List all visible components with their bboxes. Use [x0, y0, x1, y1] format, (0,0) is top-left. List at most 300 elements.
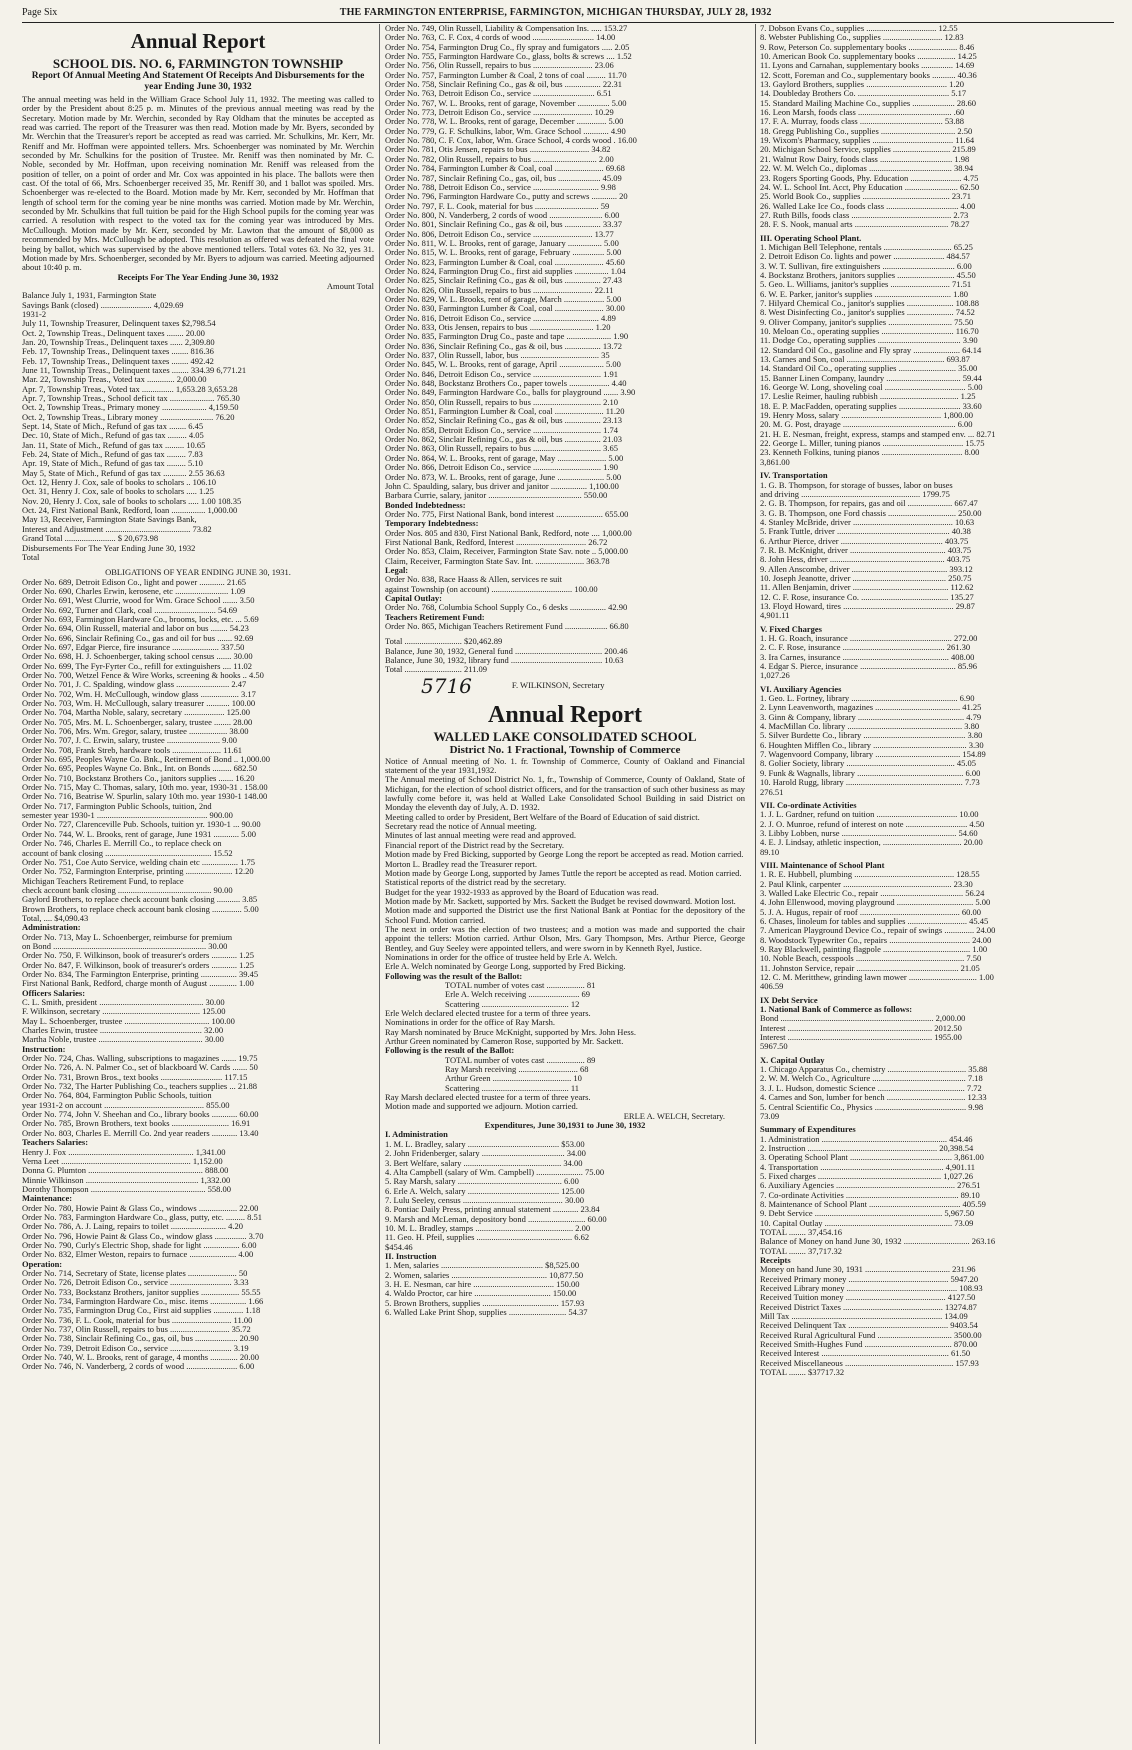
text-line: Order No. 852, Sinclair Refining Co., gas & oil, bus ................. 23.13 [385, 416, 623, 426]
text-line: Claim, Receiver, Farmington State Sav. Int. ....................... 363.78 [385, 556, 610, 566]
text-line: Apr. 19, State of Mich., Refund of gas tax ......... 5.10 [22, 459, 203, 469]
text-line: 2. W. M. Welch Co., Agriculture ............................................ 7.18 [760, 1074, 983, 1084]
text-line: Feb. 17, Township Treas., Delinquent taxes ........ 492.42 [22, 356, 214, 366]
text-line: Order No. 853, Claim, Receiver, Farmington State Sav. note .. 5,000.00 [385, 547, 628, 557]
text-line: 3. G. B. Thompson, one Ford chassis ................................ 250.00 [760, 508, 982, 518]
text-line: against Township (on account) ...................................... 100.00 [385, 584, 598, 594]
text-line: Order No. 838, Race Haass & Allen, services re suit [385, 575, 563, 585]
text-line: Order No. 703, Wm. H. McCullough, salary treasurer ........... 100.00 [22, 699, 256, 708]
text-line: 6. W. E. Parker, janitor's supplies .................................... 1.80 [760, 289, 969, 299]
text-line: Order No. 717, Farmington Public Schools, tuition, 2nd [22, 801, 212, 811]
text-line: Secretary read the notice of Annual meeting. [385, 821, 537, 832]
text-line: Order No. 836, Sinclair Refining Co., gas & oil, bus ................. 13.72 [385, 341, 623, 351]
text-line: Order No. 690, Charles Erwin, kerosene, etc ......................... 1.09 [22, 586, 246, 596]
text-line: 6. Houghten Mifflen Co., library ............................................ 3.30 [760, 740, 984, 750]
text-line: year 1931-2 on account ............................................... 855.00 [22, 1100, 230, 1110]
text-line: 8. John Hess, driver ...................................................... 403.75 [760, 555, 971, 565]
text-line: Order No. 726, A. N. Palmer Co., set of blackboard W. Cards ....... 50 [22, 1063, 258, 1073]
text-line: Balance July 1, 1931, Farmington State [22, 291, 157, 301]
walled-lake-district: District No. 1 Fractional, Township of Commerce [449, 743, 681, 756]
text-line: 7. Dobson Evans Co., supplies ................................. 12.55 [760, 24, 958, 33]
text-line: 13. Gaylord Brothers, supplies ...................................... 1.20 [760, 80, 964, 90]
text-line: Gaylord Brothers, to replace check account bank closing ........... 3.85 [22, 895, 258, 905]
text-line: Order No. 830, Farmington Lumber & Coal, coal ....................... 30.00 [385, 304, 625, 314]
text-line: 9. Funk & Wagnalls, library .................................................. 6.00 [760, 768, 981, 778]
text-line: Order No. 754, Farmington Drug Co., fly spray and fumigators ..... 2.05 [385, 42, 630, 52]
text-line: Arthur Green nominated by Cameron Rose, supported by Mr. Sackett. [385, 1036, 624, 1047]
text-line: 7. American Playground Device Co., repair of swings .............. 24.00 [760, 926, 996, 936]
text-line: Order No. 746, N. Vanderberg, 2 cords of wood ........................ 6.00 [22, 1362, 255, 1372]
text-line: Order No. 715, May C. Thomas, salary, 10th mo. year, 1930-31 . 158.00 [22, 783, 268, 793]
text-line: 9. Row, Peterson Co. supplementary books ....................... 8.46 [760, 42, 975, 52]
text-line: 3,861.00 [760, 457, 790, 467]
text-line: Order No. 744, W. L. Brooks, rent of garage, June 1931 ............ 5.00 [22, 829, 256, 839]
text-line: Following was the result of the Ballot: [385, 970, 523, 981]
text-line: Mar. 22, Township Treas., Voted tax ............. 2,000.00 [22, 375, 207, 385]
text-line: 10. Joseph Jeanotte, driver ............................................ 250.75 [760, 573, 972, 583]
text-line: Motion made by George Long, supported by James Tuttle the report be accepted as read. Motion carried. [385, 867, 742, 878]
text-line: C. L. Smith, president ................................................. 30.00 [22, 998, 225, 1007]
text-line: Order No. 823, Farmington Lumber & Coal, coal ....................... 45.60 [385, 257, 625, 267]
text-line: May L. Schoenberger, trustee ........................................ 100.00 [22, 1016, 235, 1026]
text-line: and driving ........................................................ 1799.75 [760, 489, 950, 499]
text-line: 8. Woodstock Typewriter Co., repairs ...................................... 24.00 [760, 935, 992, 945]
text-line: Order No. 710, Bockstanz Brothers Co., janitors supplies ....... 16.20 [22, 773, 255, 783]
text-line: 73.09 [760, 1111, 780, 1121]
text-line: Oct. 2, Township Treas., Delinquent taxes ........ 20.00 [22, 328, 205, 338]
text-line: Balance of Money on hand June 30, 1932 ............................... 263.16 [760, 1237, 996, 1247]
text-line: Feb. 24, State of Mich., Refund of gas tax ......... 7.83 [22, 450, 203, 460]
text-line: Scattering ......................................... 11 [445, 1083, 580, 1093]
text-line: 2. Paul Klink, carpenter ................................................... 23.30 [760, 879, 973, 889]
text-line: Order No. 787, Sinclair Refining Co., gas, oil, bus .................... 45.09 [385, 173, 622, 183]
text-line: Temporary Indebtedness: [385, 519, 479, 529]
text-line: Barbara Currie, salary, janitor ............................................ 550.00 [385, 491, 608, 501]
text-line: Order No. 734, Farmington Hardware Co., misc. items ................. 1.66 [22, 1297, 264, 1306]
text-line: Order No. 763, C. F. Cox, 4 cords of wood ............................. 14.00 [385, 33, 616, 43]
text-line: 19. Wixom's Pharmacy, supplies ...................................... 11.64 [760, 136, 975, 146]
text-line: Money on hand June 30, 1931 ........................................ 231.96 [760, 1265, 976, 1275]
text-line: The annual meeting was held in the William Grace School July 11, 1932. The meeting was called to order by the President about 8:25 p. m. Minutes of the previous annual meeting was read by the Secretary. Motion made by Mr. Werchin, seconded by Ray Oldham that the minutes be accepted as read was carried. The report of the Treasurer was then read. Motion made by Mr. Byers, seconded by Mr. Werchin that the Treasurer's report be accepted as read was carried. Mr. Schulkins, Mr. Kerr, Mr. Reniff and Mr. Hoffman were appointed tellers. Mrs. Schoenberger was nominated by Mr. Werchin seconded by Mr. Schulkins for the position of Trustee. Mr. Reniff was then nominated by Mr. C. Noble, seconded by Mr. Hoffman, upon receiving nomination Mr. Reniff was released from the position of teller, on a point of order and Mr. Cox was appointed in his place. The ballots were then cast. Of the total of 66, Mrs. Schoenberger received 35, Mr. Reniff 30, and 1 ballot was spoiled. Mrs. Schoenberger was re-elected to the Board. Motion made by Mr. Kerr, seconded by Mr. Hoffman that length of school term for the coming year be nine months was carried. Motion made by Mr. Werchin, seconded by Mr. Schulkins that full tuition be paid for the High School pupils for the coming year was carried. A resolution with respect to the voted tax for the coming year was introduced by Mrs. McCullough. Motion made by Mr. Kerr, seconded by Mr. Lawton that the amount of $8,000 as recommended by Mrs. McCullough be adopted. This resolution as offered was defeated the final vote being by ballot, which was supervised by the above mentioned tellers. Total votes 63. No 32, yes 31. Motion made by Mrs. Schoenberger, seconded by Mr. Byers to adjourn was carried. Meeting adjourned about 10:40 p. m. [22, 94, 374, 273]
text-line: 4. Waldo Proctor, car hire .................................... 150.00 [385, 1289, 577, 1299]
text-line: 9. Oliver Company, janitor's supplies .............................. 75.50 [760, 317, 974, 327]
text-line: 10. Capital Outlay ............................................................ 73.09 [760, 1218, 974, 1228]
text-line: Order No. 746, Charles E. Merrill Co., to replace check on [22, 839, 222, 849]
text-line: Operation: [22, 1259, 63, 1269]
text-line: Summary of Expenditures [760, 1125, 856, 1135]
text-line: Order No. 851, Farmington Lumber & Coal, coal ....................... 11.20 [385, 407, 625, 417]
text-line: Interest .................................................................... 1955.00 [760, 1033, 962, 1043]
text-line: 6. Erle A. Welch, salary ........................................... 125.00 [385, 1186, 585, 1196]
text-line: Order No. 699, The Fyr-Fyrter Co., refill for extinguishers .... 11.02 [22, 661, 252, 671]
text-line: Order No. 847, F. Wilkinson, book of treasurer's orders ............ 1.25 [22, 960, 254, 970]
text-line: Order No. 689, Detroit Edison Co., light and power ............ 21.65 [22, 577, 247, 587]
text-line: 4. E. J. Lindsay, athletic inspection, ..................................... 20.00 [760, 838, 983, 848]
text-line: 4. John Ellenwood, moving playground .................................... 5.00 [760, 898, 991, 908]
text-line: 10. Noble Beach, cesspools ................................................... 7.50 [760, 954, 982, 964]
text-line: 2. Lynn Leavenworth, magazines ........................................ 41.25 [760, 703, 982, 713]
text-line: 22. George L. Miller, tuning pianos ...................................... 15.75 [760, 439, 985, 449]
text-line: 3. Walled Lake Electric Co., repair ....................................... 56.24 [760, 888, 985, 898]
text-line: Motion made by Fred Bicking, supported by George Long the report be accepted as read. Motion carried. [385, 849, 744, 860]
text-line: Order No. 816, Detroit Edison Co., service ............................... 4.89 [385, 313, 616, 323]
text-line: Order No. 849, Farmington Hardware Co., balls for playground ....... 3.90 [385, 388, 636, 398]
text-line: Order No. 739, Detroit Edison Co., service ............................. 3.19 [22, 1343, 249, 1353]
text-line: Order No. 824, Farmington Drug Co., first aid supplies ................ 1.04 [385, 266, 626, 276]
text-line: 1. Chicago Apparatus Co., chemistry ..................................... 35.88 [760, 1065, 988, 1075]
text-line: Order Nos. 805 and 830, First National Bank, Redford, note .... 1,000.00 [385, 528, 632, 538]
text-line: Order No. 726, Detroit Edison Co., service ............................. 3.33 [22, 1278, 249, 1288]
text-line: Order No. 790, Curly's Electric Shop, shade for light ................. 6.00 [22, 1240, 257, 1250]
text-line: Receipts [760, 1256, 791, 1265]
obligations-heading: OBLIGATIONS OF YEAR ENDING JUNE 30, 1931. [105, 567, 291, 578]
text-line: 10. Meloan Co., operating supplies .................................. 116.70 [760, 327, 979, 336]
text-line: Erle Welch declared elected trustee for a term of three years. [385, 1008, 591, 1018]
text-line: Budget for the year 1932-1933 as approved by the Board of Education was read. [385, 886, 659, 897]
text-line: Order No. 862, Sinclair Refining Co., gas & oil, bus ................. 21.03 [385, 435, 623, 445]
text-line: Order No. 815, W. L. Brooks, rent of garage, February ............... 5.00 [385, 248, 622, 258]
walled-lake-minutes-2 [385, 1009, 745, 1056]
text-line: 5967.50 [760, 1042, 788, 1052]
article-subtitle: SCHOOL DIS. NO. 6, FARMINGTON TOWNSHIP [52, 56, 344, 71]
walled-lake-title: Annual Report [487, 701, 643, 728]
text-line: 9. Marsh and McLeman, depository bond ........................... 60.00 [385, 1214, 607, 1224]
text-line: X. Capital Outlay [760, 1055, 825, 1065]
fixed-charges [760, 625, 1113, 681]
text-line: 4. Bockstanz Brothers, janitors supplies ........................... 45.50 [760, 270, 976, 280]
operating-plant [760, 234, 1113, 468]
text-line: Order No. 864, W. L. Brooks, rent of garage, May ....................... 5.00 [385, 453, 624, 463]
text-line: Received Rural Agricultural Fund ................................... 3500.00 [760, 1330, 982, 1340]
text-line: 18. E. P. MacFadden, operating supplies ............................. 33.60 [760, 401, 982, 411]
text-line: VII. Co-ordinate Activities [760, 800, 857, 810]
administration-list [22, 923, 374, 1372]
text-line: July 11, Township Treasurer, Delinquent taxes $2,798.54 [22, 319, 216, 329]
text-line: 22. W. M. Welch Co., diplomas ....................................... 38.94 [760, 164, 974, 174]
text-line: Order No. 775, First National Bank, bond interest ...................... 655.00 [385, 509, 629, 519]
text-line: 12. C. M. Meritthew, grinding lawn mower ................................ 1.00 [760, 973, 994, 983]
text-line: First National Bank, Redford, charge month of August ............. 1.00 [22, 979, 254, 989]
text-line: III. Operating School Plant. [760, 233, 862, 243]
transportation [760, 471, 1113, 621]
text-line: Order No. 796, Howie Paint & Glass Co., window glass ............... 3.70 [22, 1231, 264, 1241]
text-line: 7. Hilyard Chemical Co., janitor's supplies ...................... 108.88 [760, 298, 979, 308]
text-line: Statistical reports of the district read by the secretary. [385, 877, 566, 888]
text-line: check account bank closing ............................................ 90.00 [22, 885, 233, 895]
text-line: 11. Dodge Co., operating supplies ....................................... 3.90 [760, 336, 978, 346]
text-line: Savings Bank (closed) ........................ 4,029.69 [22, 300, 184, 310]
text-line: Apr. 7, Township Treas., Voted tax ............... 1,653.28 3,653.28 [22, 384, 238, 394]
text-line: 5. Frank Tuttle, driver ..................................................... 40.38 [760, 527, 971, 537]
text-line: 8. Pontiac Daily Press, printing annual statement ............ 23.84 [385, 1205, 600, 1215]
text-line: Martha Noble, trustee ................................................. 30.00 [22, 1035, 224, 1045]
text-line: 23. Rogers Sporting Goods, Phy. Education ........................ 4.75 [760, 173, 979, 183]
text-line: Received Delinquent Tax ............................................... 9403.54 [760, 1321, 978, 1331]
expenditures-admin [385, 1130, 745, 1317]
text-line: II. Instruction [385, 1251, 437, 1261]
text-line: 24. W. L. School Int. Acct, Phy Education ......................... 62.50 [760, 182, 980, 192]
text-line: semester year 1930-1 .................................................... 900.00 [22, 811, 233, 821]
text-line: Order No. 752, Farmington Enterprise, printing ...................... 12.20 [22, 867, 254, 877]
expenditures-heading: Expenditures, June 30,1931 to June 30, 1932 [484, 1120, 646, 1131]
text-line: TOTAL ........ 37,717.32 [760, 1246, 842, 1256]
text-line: Order No. 714, Secretary of State, license plates ....................... 50 [22, 1268, 248, 1278]
walled-lake-signature: ERLE A. WELCH, Secretary. [623, 1111, 725, 1121]
text-line: Order No. 763, Detroit Edison Co., service ............................. 6.51 [385, 89, 612, 99]
text-line: 4,901.11 [760, 611, 790, 621]
text-line: Grand Total ........................ $ 20,673.98 [22, 534, 159, 544]
text-line: 1. G. B. Thompson, for storage of busses, labor on buses [760, 480, 953, 490]
text-line: Teachers Salaries: [22, 1138, 89, 1148]
text-line: Order No. 826, Olin Russell, repairs to bus ............................ 22.11 [385, 285, 614, 295]
text-line: 3. Ginn & Company, library .................................................. 4.79 [760, 712, 982, 722]
text-line: Order No. 695, Peoples Wayne Co. Bnk., Retirement of Bond .. 1,000.00 [22, 755, 270, 765]
text-line: 15. Standard Mailing Machine Co., supplies .................... 28.60 [760, 98, 977, 108]
text-line: Apr. 7, Township Treas., School deficit tax ..................... 765.30 [22, 394, 240, 403]
text-line: 9. Ray Blackwell, painting flagpole ......................................... 1.00 [760, 945, 988, 954]
text-line: 10. M. L. Bradley, stamps .............................................. 2.00 [385, 1223, 591, 1233]
text-line: 406.59 [760, 982, 784, 992]
text-line: on Bond ........................................................................ 30.00 [22, 941, 228, 951]
text-line: Order No. 764, 804, Farmington Public Schools, tuition [22, 1091, 212, 1101]
text-line: Erle A. Welch nominated by George Long, supported by Fred Bicking. [385, 961, 626, 972]
text-line: Donna G. Plumton ...................................................... 888.00 [22, 1166, 229, 1176]
text-line: 1. M. L. Bradley, salary ........................................... $53.00 [385, 1139, 585, 1149]
text-line: 89.10 [760, 847, 780, 857]
handwritten-note: 5716 [421, 674, 472, 697]
text-line: Officers Salaries: [22, 988, 86, 998]
text-line: 2. Detroit Edison Co. lights and power ........................ 484.57 [760, 252, 970, 262]
text-line: 9. Debt Service ............................................................ 5,967.50 [760, 1209, 975, 1219]
text-line: Minnie Wilkinson ..................................................... 1,332.00 [22, 1175, 231, 1185]
text-line: Order No. 811, W. L. Brooks, rent of garage, January ................ 5.00 [385, 238, 619, 248]
text-line: Order No. 740, W. L. Brooks, rent of garage, 4 months ............. 20.00 [22, 1353, 260, 1363]
text-line: Henry J. Fox ........................................................... 1,341.00 [22, 1147, 226, 1157]
text-line: Order No. 779, G. F. Schulkins, labor, Wm. Grace School ............ 4.90 [385, 126, 626, 136]
text-line: Order No. 733, Bockstanz Brothers, janitor supplies .................. 55.55 [22, 1287, 261, 1297]
text-line: Disbursements For The Year Ending June 30, 1932 [22, 543, 196, 553]
text-line: Meeting called to order by President, Bert Welfare of the Board of Education of said district. [385, 811, 700, 822]
text-line: Order No. 785, Brown Brothers, text books ........................... 16.91 [22, 1119, 251, 1129]
text-line: 23. Kenneth Folkins, tuning pianos ...................................... 8.00 [760, 448, 980, 458]
text-line: 5. Brown Brothers, supplies .................................... 157.93 [385, 1298, 585, 1308]
text-line: Order No. 736, F. L. Cook, material for bus ............................ 11.00 [22, 1315, 253, 1325]
text-line: account of bank closing .................................................. 15.52 [22, 848, 233, 858]
text-line: Order No. 692, Turner and Clark, coal ............................. 54.69 [22, 605, 238, 615]
text-line: 27. Ruth Bills, foods class ............................................... 2.73 [760, 210, 969, 220]
text-line: 7. Lulu Seeley, census ............................................... 30.00 [385, 1195, 584, 1205]
text-line: Capital Outlay: [385, 593, 442, 603]
text-line: Maintenance: [22, 1194, 73, 1204]
text-line: Order No. 700, Wetzel Fence & Wire Works, screening & hooks .. 4.50 [22, 670, 264, 680]
text-line: Order No. 780, Howie Paint & Glass Co., windows .................. 22.00 [22, 1203, 259, 1213]
text-line: F. Wilkinson, secretary .............................................. 125.00 [22, 1007, 226, 1017]
text-line: Order No. 698, H. J. Schoenberger, taking school census ....... 30.00 [22, 652, 253, 662]
text-line: 5. Silver Burdette Co., library ................................................ 3.80 [760, 731, 983, 741]
text-line: Order No. 832, Elmer Weston, repairs to furnace ...................... 4.00 [22, 1250, 254, 1260]
text-line: 1. Men, salaries ................................................ $8,525.00 [385, 1261, 580, 1271]
column-rule [379, 24, 380, 1744]
maintenance [760, 861, 1113, 992]
text-line: 1,027.26 [760, 671, 790, 681]
text-line: IV. Transportation [760, 471, 828, 481]
text-line: 3. Ira Carnes, insurance .................................................. 408.00 [760, 652, 975, 662]
text-line: Arthur Green ..................................... 10 [445, 1074, 582, 1084]
text-line: Interest and Adjustment ........................................ 73.82 [22, 524, 212, 534]
text-line: 3. Bert Welfare, salary .............................................. 34.00 [385, 1158, 583, 1168]
text-line: 12. C. F. Rose, insurance Co. ......................................... 135.27 [760, 592, 974, 602]
text-line: 6. Walled Lake Print Shop, supplies ........................... 54.37 [385, 1308, 588, 1317]
text-line: Order No. 768, Columbia School Supply Co., 6 desks ................. 42.90 [385, 603, 628, 613]
text-line: 7. Wagenvoord Company, library ........................................ 154.89 [760, 750, 986, 760]
text-line: 8. Webster Publishing Co., supplies ............................ 12.83 [760, 33, 964, 43]
text-line: V. Fixed Charges [760, 624, 822, 634]
text-line: Mill Tax ....................................................................... 134.09 [760, 1312, 968, 1322]
text-line: Order No. 704, Martha Noble, salary, secretary ................... 125.00 [22, 708, 250, 718]
ballot-results-1 [385, 981, 745, 1009]
instruction-continued [760, 24, 1113, 230]
text-line: Michigan Teachers Retirement Fund, to replace [22, 876, 184, 886]
column-expenditures [755, 24, 1113, 1744]
text-line: 1. H. G. Roach, insurance ................................................ 272.00 [760, 634, 978, 643]
text-line: 4. Alta Campbell (salary of Wm. Campbell) ...................... 75.00 [385, 1167, 605, 1177]
text-line: 11. Lyons and Carnahan, supplementary books ............... 14.69 [760, 61, 975, 71]
text-line: 9. Allen Anscombe, driver ............................................. 393.12 [760, 564, 973, 574]
text-line: 8. Golier Society, library ................................................... 45.05 [760, 759, 976, 769]
text-line: Order No. 858, Detroit Edison Co., service ................................ 1.74 [385, 425, 619, 435]
text-line: Order No. 697, Edgar Pierce, fire insurance ...................... 337.50 [22, 642, 245, 652]
text-line: Order No. 806, Detroit Edison Co., service ............................ 13.77 [385, 229, 614, 239]
text-line: 25. World Book Co., supplies ......................................... 23.71 [760, 192, 971, 202]
text-line: Order No. 757, Farmington Lumber & Coal, 2 tons of coal ......... 11.70 [385, 70, 627, 80]
page-header [22, 4, 1114, 23]
walled-lake-subtitle: WALLED LAKE CONSOLIDATED SCHOOL [433, 728, 697, 744]
text-line: 14. Standard Oil Co., operating supplies ........................... 35.00 [760, 364, 978, 374]
text-line: 21. Walnut Row Dairy, foods class .................................. 1.98 [760, 154, 970, 164]
text-line: Instruction: [22, 1044, 66, 1054]
text-line: 2. C. F. Rose, insurance ................................................ 261.30 [760, 643, 971, 653]
text-line: Order No. 706, Mrs. Wm. Gregor, salary, trustee .................. 38.00 [22, 727, 249, 737]
text-line: 5. Ray Marsh, salary ................................................. 6.00 [385, 1177, 579, 1187]
text-line: Order No. 845, W. L. Brooks, rent of garage, April ..................... 5.00 [385, 360, 621, 370]
text-line: 2. Instruction ............................................................. 20,398.54 [760, 1143, 974, 1153]
text-line: The next in order was the election of two trustees; and a motion was made and supported the chair appoint the tellers: Motion carried. Arthur Olson, Mrs. Gary Thompson, Mrs. Arthur Pierce, George Bentley, and Guy Seeley were appointed tellers, and were sworn in by Kenneth Ryel, Justice. [385, 923, 745, 953]
text-line: 6. Auxiliary Agencies ........................................................ 276.51 [760, 1181, 981, 1191]
text-line: 8. Maintenance of School Plant ........................................... 405.59 [760, 1199, 986, 1209]
text-line: Oct. 2, Township Treas., Library money ......................... 76.20 [22, 412, 235, 422]
text-line: Nominations in order for the office of trustee held by Erle A. Welch. [385, 951, 618, 962]
text-line: 20. Michigan School Service, supplies ........................... 215.89 [760, 145, 976, 155]
text-line: Received Miscellaneous ................................................... 157.93 [760, 1358, 979, 1368]
walled-lake-minutes-3 [385, 1093, 745, 1112]
text-line: TOTAL ........ $37717.32 [760, 1368, 845, 1378]
text-line: Order No. 848, Bockstanz Brothers Co., paper towels ................... 4.40 [385, 379, 627, 389]
text-line: Feb. 17, Township Treas., Delinquent taxes ........ 816.36 [22, 347, 214, 357]
text-line: Order No. 737, Olin Russell, repairs to bus ............................ 35.72 [22, 1325, 251, 1335]
text-line: May 5, State of Mich., Refund of gas tax ........... 2.55 36.63 [22, 468, 225, 478]
text-line: Motion made by Mr. Sackett, supported by Mrs. Sackett the Budget be revised downward. Motion lost. [385, 895, 736, 906]
text-line: John C. Spaulding, salary, bus driver and janitor ................. 1,100.00 [385, 481, 619, 491]
text-line: Bonded Indebtedness: [385, 500, 466, 510]
text-line: Order No. 797, F. L. Cook, material for bus .............................. 59 [385, 201, 610, 211]
text-line: Order No. 695, Peoples Wayne Co. Bnk., Int. on Bonds ......... 682.50 [22, 764, 258, 774]
text-line: Received Tuition money ............................................... 4127.50 [760, 1293, 976, 1303]
text-line: 17. F. A. Murray, foods class ....................................... 53.88 [760, 117, 964, 127]
text-line: 2. John Fridenberger, salary ....................................... 34.00 [385, 1149, 586, 1159]
text-line: Order No. 735, Farmington Drug Co., First aid supplies .............. 1.18 [22, 1306, 261, 1316]
text-line: TOTAL number of votes cast .................. 81 [445, 980, 596, 990]
text-line: Order No. 825, Sinclair Refining Co., gas & oil, bus ................. 27.43 [385, 276, 623, 286]
text-line: 3. J. L. Hudson, domestic Science ......................................... 7.72 [760, 1083, 982, 1093]
text-line: Order No. 716, Beatrise W. Spurlin, salary 10th mo. year 1930-1 148.00 [22, 792, 268, 802]
text-line: 13. Floyd Howard, tires .................................................... 29.87 [760, 601, 975, 611]
text-line: Order No. 774, John V. Sheehan and Co., library books ............ 60.00 [22, 1110, 259, 1120]
article-title: Annual Report [130, 29, 266, 53]
text-line: 276.51 [760, 787, 784, 797]
text-line: Order No. 784, Farmington Lumber & Coal, coal ....................... 69.68 [385, 164, 625, 174]
text-line: Order No. 829, W. L. Brooks, rent of garage, March ................... 5.00 [385, 294, 622, 304]
text-line: 15. Banner Linen Company, laundry ................................... 59.44 [760, 373, 982, 383]
text-line: Jan. 11, State of Mich., Refund of gas tax ......... 10.65 [22, 440, 206, 450]
text-line: Order No. 803, Charles E. Merrill Co. 2nd year readers ............ 13.40 [22, 1128, 259, 1138]
text-line: 11. Geo. H. Pfeil, supplies ............................................. 6.62 [385, 1233, 590, 1243]
text-line: 18. Gregg Publishing Co., supplies ................................... 2.50 [760, 126, 973, 136]
text-line: 5. Geo. L. Williams, janitor's supplies ............................ 71.51 [760, 280, 972, 290]
obligations-list [22, 578, 374, 924]
receipts-columns: Amount Total [326, 281, 374, 291]
text-line: 7. R. B. McKnight, driver ............................................. 403.75 [760, 545, 972, 555]
text-line: Order No. 705, Mrs. M. L. Schoenberger, salary, trustee ........ 28.00 [22, 717, 253, 727]
text-line: 11. Allen Benjamin, driver ............................................. 112.62 [760, 583, 974, 593]
text-line: Charles Erwin, trustee ................................................ 32.00 [22, 1026, 224, 1036]
text-line: Order No. 758, Sinclair Refining Co., gas & oil, bus ................. 22.31 [385, 80, 623, 90]
text-line: Order No. 713, May L. Schoenberger, reimburse for premium [22, 932, 233, 942]
text-line: Financial report of the District read by the Secretary. [385, 839, 565, 850]
text-line: 7. Co-ordinate Activities ..................................................... 89.10 [760, 1190, 980, 1200]
text-line: 20. M. G. Post, drayage ..................................................... 6.00 [760, 420, 973, 430]
text-line: Order No. 801, Sinclair Refining Co., gas & oil, bus ................. 33.37 [385, 220, 623, 230]
text-line: Order No. 694, Olin Russell, material and labor on bus ........ 54.23 [22, 624, 249, 634]
text-line: 3. H. E. Nesman, car hire ...................................... 150.00 [385, 1279, 580, 1289]
text-line: Erle A. Welch receiving ........................ 69 [445, 990, 591, 1000]
text-line: 26. Walled Lake Ice Co., foods class .................................. 4.00 [760, 201, 976, 211]
text-line: Administration: [22, 923, 81, 933]
column-farmington-report [22, 24, 374, 1744]
text-line: 10. American Book Co. supplementary books .................. 14.25 [760, 52, 977, 62]
text-line: Interest .................................................................... 2012.50 [760, 1023, 962, 1033]
text-line: Order No. 767, W. L. Brooks, rent of garage, November ............... 5.00 [385, 98, 627, 108]
text-line: Order No. 873, W. L. Brooks, rent of garage, June ...................... 5.00 [385, 472, 622, 482]
text-line: Order No. 782, Olin Russell, repairs to bus .............................. 2.00 [385, 154, 614, 164]
text-line: Jan. 20, Township Treas., Delinquent taxes ...... 2,309.80 [22, 337, 215, 347]
text-line: Order No. 702, Wm. H. McCullough, window glass .................. 3.17 [22, 689, 256, 699]
text-line: Order No. 786, A. J. Laing, repairs to toilet .......................... 4.20 [22, 1222, 243, 1232]
text-line: Oct. 24, First National Bank, Redford, loan ................ 1,000.00 [22, 506, 238, 516]
text-line: Order No. 846, Detroit Edison Co., service ................................ 1.91 [385, 369, 619, 379]
text-line: 1931-2 [22, 309, 47, 319]
text-line: Oct. 31, Henry J. Cox, sale of books to scholars ..... 1.25 [22, 487, 214, 497]
text-line: 2. Women, salaries ............................................. 10,877.50 [385, 1270, 584, 1280]
text-line: Following is the result of the Ballot: [385, 1045, 515, 1056]
text-line: Teachers Retirement Fund: [385, 612, 485, 622]
text-line: Order No. 781, Otis Jensen, repairs to bus ............................ 34.82 [385, 145, 611, 155]
text-line: Order No. 731, Brown Bros., text books ............................. 117.15 [22, 1072, 248, 1082]
text-line: Order No. 708, Frank Streb, hardware tools ....................... 11.61 [22, 745, 242, 755]
text-line: 14. Doubleday Brothers Co. ........................................... 5.17 [760, 89, 967, 99]
text-line: Order No. 773, Detroit Edison Co., service ............................ 10.29 [385, 108, 614, 118]
text-line: $454.46 [385, 1242, 413, 1252]
text-line: Order No. 696, Sinclair Refining Co., gas and oil for bus ....... 92.69 [22, 633, 254, 643]
